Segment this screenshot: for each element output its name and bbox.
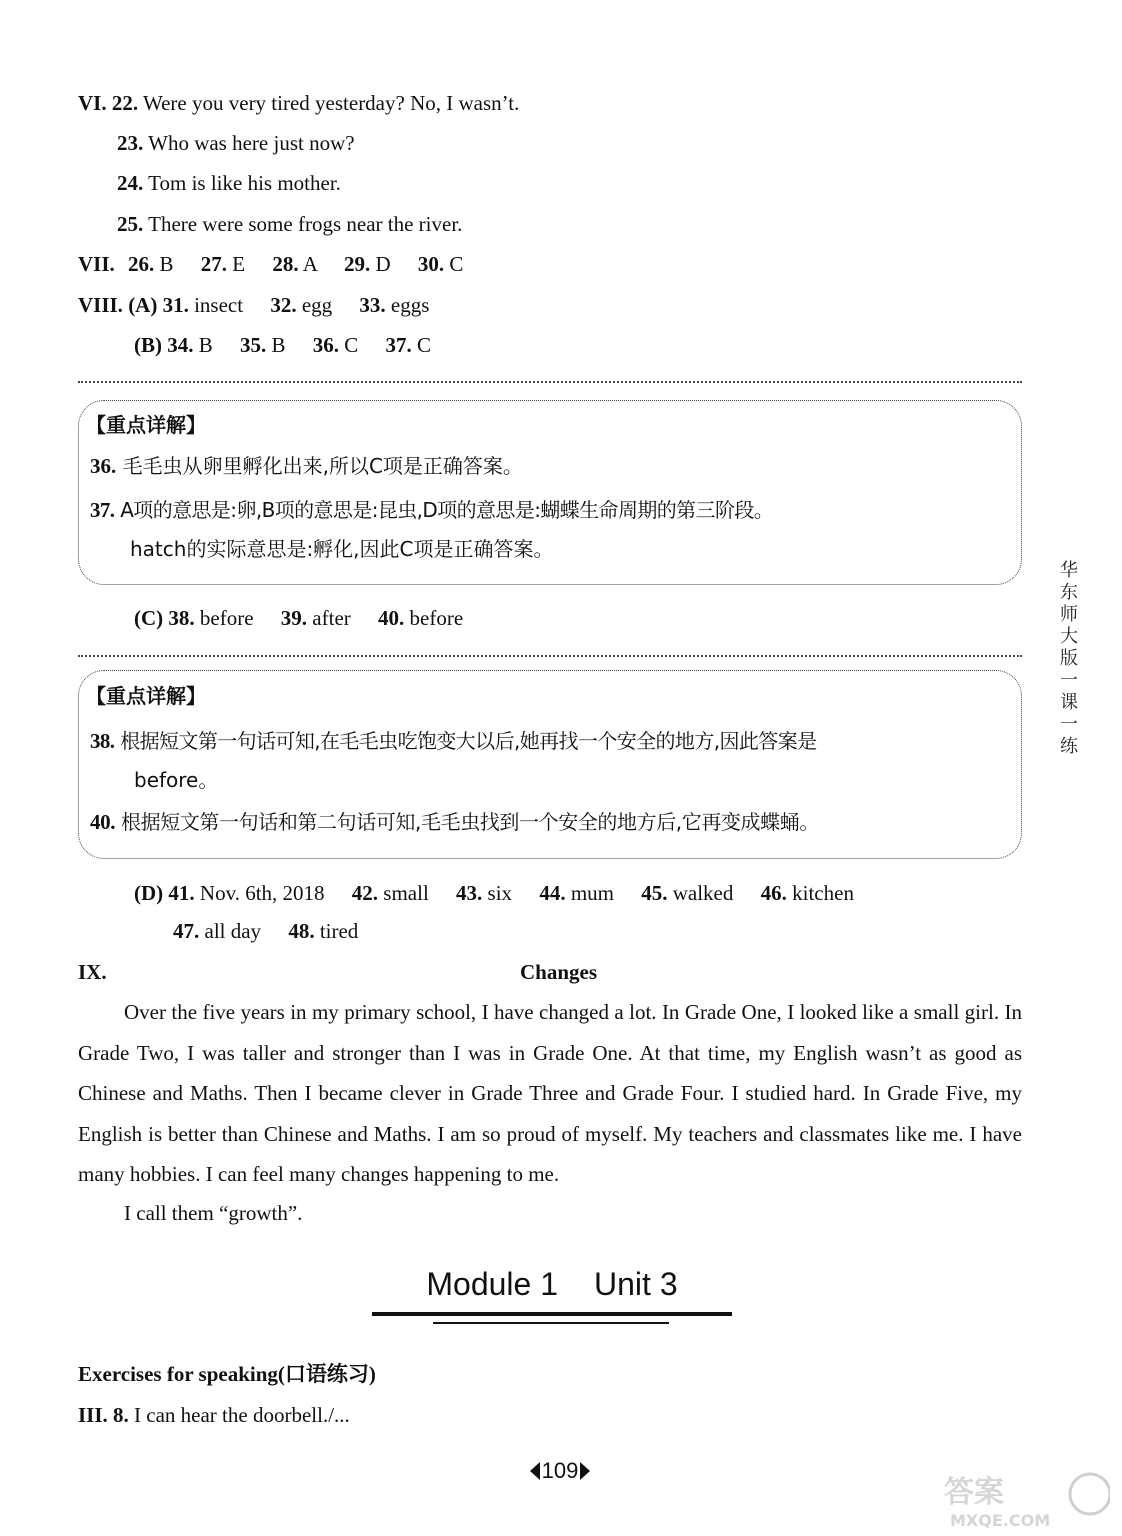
answer-number: 37.: [385, 333, 412, 357]
answer-number: 39.: [280, 606, 308, 630]
explanation-item-38: [90, 723, 817, 759]
answer-value: B: [159, 252, 174, 276]
item-text: 根据短文第一句话和第二句话可知,毛毛虫找到一个安全的地方后,它再变成蝶蛹。: [121, 810, 819, 834]
answer-value: B: [198, 333, 213, 357]
explanation-item-37: [90, 492, 773, 528]
module-title: Module 1: [426, 1266, 559, 1302]
answer-number: 48.: [288, 919, 315, 943]
item-number: 40.: [90, 810, 116, 834]
speaking-heading: Exercises for speaking(口语练习): [78, 1362, 376, 1386]
item-number: 24.: [117, 171, 144, 195]
explanation-item-37-cont: hatch的实际意思是:孵化,因此C项是正确答案。: [130, 537, 554, 561]
answer-number: 40.: [378, 606, 405, 630]
section-vii-answers: [78, 250, 463, 278]
answer-value: A: [302, 252, 317, 276]
item-text: 根据短文第一句话可知,在毛毛虫吃饱变大以后,她再找一个安全的地方,因此答案是: [120, 729, 817, 753]
section-viii-part-c: [134, 604, 463, 632]
item-text: Tom is like his mother.: [148, 171, 341, 195]
answer-value: B: [271, 333, 286, 357]
explanation-item-36: [90, 448, 523, 484]
key-explanation-title: 【重点详解】: [86, 413, 206, 437]
answer-value: before: [199, 606, 254, 630]
answer-value: insect: [194, 293, 244, 317]
section-label: VII.: [78, 252, 115, 276]
section-viii-part-d-row-2: [173, 917, 358, 945]
page-number: [500, 1456, 620, 1486]
item-text: A项的意思是:卵,B项的意思是:昆虫,D项的意思是:蝴蝶生命周期的第三阶段。: [120, 498, 774, 522]
answer-value: six: [487, 881, 513, 905]
explanation-item-40: [90, 804, 819, 840]
section-label: VIII.: [78, 293, 123, 317]
section-viii-part-b: [134, 331, 431, 359]
part-label: (B): [134, 333, 162, 357]
section-label: VI.: [78, 91, 107, 115]
answer-value: after: [312, 606, 351, 630]
part-label: (A): [128, 293, 158, 317]
answer-number: 31.: [162, 293, 189, 317]
section-viii-part-a: [78, 291, 429, 319]
section-vi-item-23: [117, 129, 355, 157]
answer-value: eggs: [390, 293, 430, 317]
answer-number: 44.: [539, 881, 566, 905]
answer-number: 27.: [200, 252, 228, 276]
svg-text:MXQE.COM: MXQE.COM: [950, 1511, 1051, 1530]
item-number: 8.: [113, 1403, 129, 1427]
item-number: 23.: [117, 131, 144, 155]
item-number: 36.: [90, 454, 117, 478]
heading-underline-thin: [433, 1322, 669, 1324]
answer-number: 33.: [359, 293, 386, 317]
part-label: (C): [134, 606, 164, 630]
answer-value: all day: [204, 919, 262, 943]
watermark-graphic: [940, 1468, 1110, 1530]
answer-number: 35.: [240, 333, 267, 357]
answer-value: tired: [319, 919, 359, 943]
answer-number: 45.: [641, 881, 668, 905]
item-number: 38.: [90, 729, 115, 753]
part-label: (D): [134, 881, 164, 905]
answer-number: 30.: [417, 252, 445, 276]
answer-number: 42.: [351, 881, 379, 905]
left-arrow-icon: [530, 1462, 540, 1480]
watermark-logo: [940, 1468, 1110, 1530]
answer-number: 29.: [343, 252, 371, 276]
answer-value: D: [375, 252, 391, 276]
page-number-value: 109: [541, 1458, 579, 1483]
module-heading: [372, 1262, 732, 1306]
answer-value: C: [449, 252, 464, 276]
item-number: 37.: [90, 498, 115, 522]
divider: [78, 655, 1022, 657]
item-text: Were you very tired yesterday? No, I wasn’t.: [142, 91, 520, 115]
answer-value: mum: [570, 881, 614, 905]
item-text: 毛毛虫从卵里孵化出来,所以C项是正确答案。: [122, 454, 523, 478]
answer-number: 28.: [272, 252, 299, 276]
section-label: III.: [78, 1403, 108, 1427]
item-number: 25.: [117, 212, 144, 236]
item-text: Who was here just now?: [148, 131, 355, 155]
item-text: There were some frogs near the river.: [148, 212, 463, 236]
section-vi-item-22: [78, 89, 519, 117]
answer-value: small: [383, 881, 429, 905]
section-viii-part-d-row-1: [134, 879, 854, 907]
answer-number: 32.: [270, 293, 297, 317]
answer-value: before: [409, 606, 464, 630]
answer-value: Nov. 6th, 2018: [199, 881, 325, 905]
answer-number: 38.: [168, 606, 195, 630]
item-text: I can hear the doorbell./...: [134, 1403, 350, 1427]
side-book-label: 华东师大版一课一练: [1057, 560, 1078, 758]
key-explanation-title: 【重点详解】: [86, 684, 206, 708]
essay-closing: I call them “growth”.: [124, 1201, 303, 1225]
answer-number: 46.: [760, 881, 787, 905]
svg-text:答案: 答案: [944, 1475, 1004, 1510]
answer-number: 36.: [312, 333, 340, 357]
answer-number: 34.: [167, 333, 194, 357]
section-label: IX.: [78, 960, 107, 984]
answer-number: 47.: [173, 919, 200, 943]
answer-value: C: [344, 333, 359, 357]
divider: [78, 381, 1022, 383]
answer-number: 41.: [168, 881, 195, 905]
answer-value: walked: [672, 881, 734, 905]
answer-value: egg: [301, 293, 333, 317]
section-vi-item-25: [117, 210, 462, 238]
speaking-item-8: [78, 1401, 350, 1429]
essay-title: Changes: [520, 960, 598, 984]
answer-value: C: [417, 333, 432, 357]
explanation-item-38-cont: before。: [134, 768, 219, 792]
unit-title: Unit 3: [594, 1266, 678, 1302]
essay-paragraph: Over the five years in my primary school, I have changed a lot. In Grade One, I looked like a small girl. In Grade Two, I was taller and stronger than I was in Grade One. At that time, my English wasn’t as good as Chinese and Maths. Then I became clever in Grade Three and Grade Four. I studied hard. In Grade Five, my English is better than Chinese and Maths. I am so proud of myself. My teachers and classmates like me. I have many hobbies. I can feel many changes happening to me.: [78, 1000, 1022, 1186]
right-arrow-icon: [580, 1462, 590, 1480]
section-vi-item-24: [117, 169, 341, 197]
answer-number: 26.: [128, 252, 155, 276]
heading-underline: [372, 1312, 732, 1316]
item-number: 22.: [111, 91, 139, 115]
answer-value: kitchen: [792, 881, 854, 905]
answer-number: 43.: [456, 881, 483, 905]
answer-value: E: [232, 252, 246, 276]
